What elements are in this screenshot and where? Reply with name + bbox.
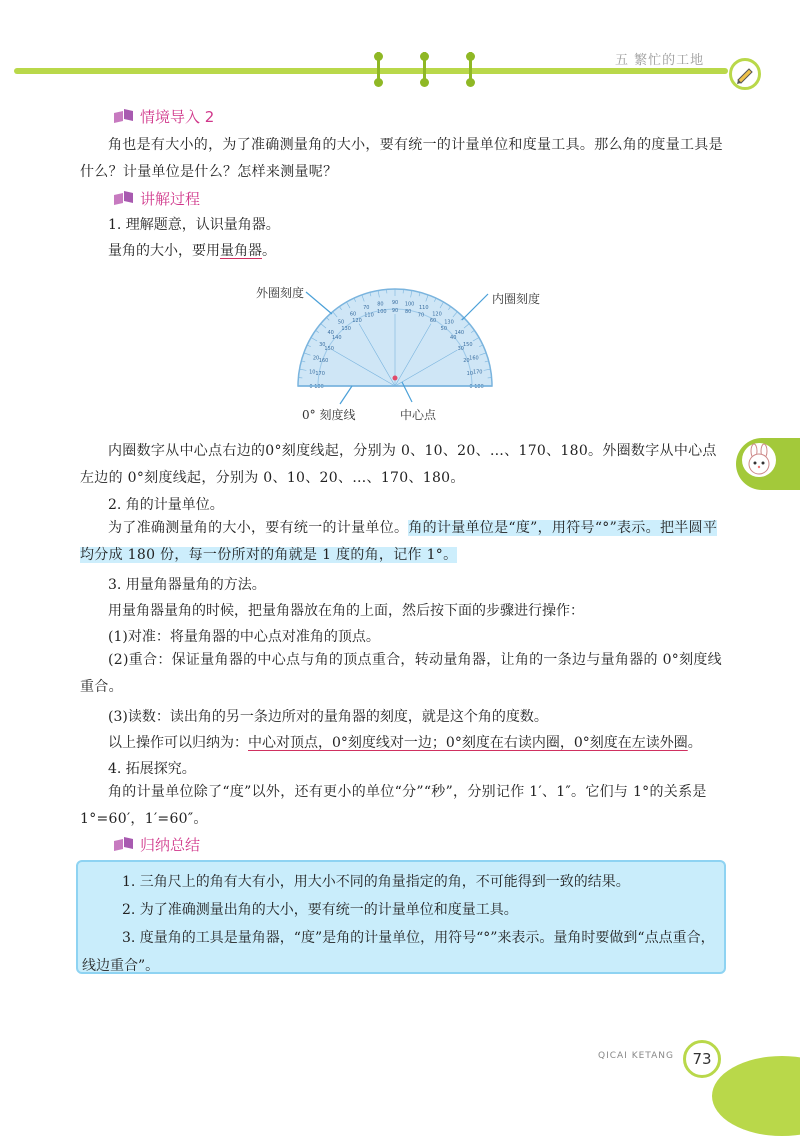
outer-scale-label: 120 (432, 311, 442, 317)
outer-scale-label: 20 (313, 355, 319, 361)
chapter-title: 五 繁忙的工地 (615, 49, 704, 68)
step3-read: (3)读数：读出角的另一条边所对的量角器的刻度，就是这个角的度数。 (108, 706, 548, 726)
outer-scale-label: 40 (327, 330, 333, 336)
inner-scale-label: 100 (377, 309, 387, 315)
inner-scale-label: 80 (405, 309, 411, 315)
book-icon (114, 192, 134, 205)
outer-scale-label: 140 (455, 330, 465, 336)
inner-scale-label: 170 (315, 371, 325, 377)
label-center-point: 中心点 (400, 406, 436, 423)
step3-align: (1)对准：将量角器的中心点对准角的顶点。 (108, 626, 380, 646)
outer-scale-label: 30 (319, 342, 325, 348)
book-icon (114, 110, 134, 123)
inner-scale-label: 90 (392, 308, 398, 314)
footer-brand: QICAI KETANG (598, 1051, 674, 1061)
inner-scale-label: 130 (341, 326, 351, 332)
scale-paragraph: 内圈数字从中心点右边的0°刻度线起，分别为 0、10、20、…、170、180。外圈数字从中心点左边的 0°刻度线起，分别为 0、10、20、…、170、180。 (80, 438, 725, 492)
inner-scale-label: 110 (364, 313, 374, 319)
label-zero-line: 0° 刻度线 (302, 406, 355, 423)
summary-item: 3. 度量角的工具是量角器，“度”是角的计量单位，用符号“°”来表示。量角时要做到“点点重合，线边重合”。 (82, 924, 718, 980)
inner-scale-label: 30 (458, 346, 464, 352)
outer-scale-label: 70 (363, 305, 369, 311)
step3-title: 3. 用量角器量角的方法。 (108, 574, 266, 594)
outer-scale-label: 160 (469, 355, 479, 361)
label-outer-scale: 外圈刻度 (256, 284, 304, 301)
inner-scale-label: 40 (450, 335, 456, 341)
step1-title: 1. 理解题意，认识量角器。 (108, 214, 280, 234)
inner-scale-label: 120 (352, 318, 362, 324)
outer-scale-label: 80 (377, 301, 383, 307)
corner-decoration (712, 1056, 800, 1136)
book-icon (114, 838, 134, 851)
bunny-icon (742, 443, 776, 477)
outer-scale-label: 170 (473, 369, 483, 375)
inner-scale-label: 10 (467, 371, 473, 377)
outer-scale-label: 60 (350, 311, 356, 317)
outer-scale-label: 150 (463, 342, 473, 348)
step3-summary: 以上操作可以归纳为：中心对顶点，0°刻度线对一边；0°刻度在右读内圈，0°刻度在左读外圈。 (108, 732, 702, 752)
step3-overlap: (2)重合：保证量角器的中心点与角的顶点重合，转动量角器，让角的一条边与量角器的 0°刻度线重合。 (80, 647, 725, 701)
outer-scale-label: 100 (405, 301, 415, 307)
step3-intro: 用量角器量角的时候，把量角器放在角的上面，然后按下面的步骤进行操作： (108, 600, 584, 620)
step2-title: 2. 角的计量单位。 (108, 494, 224, 514)
summary-item: 2. 为了准确测量出角的大小，要有统一的计量单位和度量工具。 (108, 896, 718, 924)
intro-paragraph: 角也是有大小的，为了准确测量角的大小，要有统一的计量单位和度量工具。那么角的度量工具是什么？计量单位是什么？怎样来测量呢？ (80, 132, 725, 186)
outer-scale-label: 180 (474, 384, 484, 390)
step4-paragraph: 角的计量单位除了“度”以外，还有更小的单位“分”“秒”，分别记作 1′、1″。它们与 1°的关系是1°=60′，1′=60″。 (80, 779, 725, 833)
outer-scale-label: 50 (338, 320, 344, 326)
outer-scale-label: 110 (419, 305, 429, 311)
outer-scale-label: 130 (444, 320, 454, 326)
label-inner-scale: 内圈刻度 (492, 290, 540, 307)
inner-scale-label: 50 (441, 326, 447, 332)
section-heading-intro: 情境导入 2 (114, 106, 214, 127)
outer-scale-label: 10 (309, 369, 315, 375)
section-heading-process: 讲解过程 (114, 188, 200, 209)
inner-scale-label: 0 (469, 384, 472, 390)
summary-box (76, 860, 726, 974)
outer-scale-label: 0 (309, 384, 312, 390)
inner-scale-label: 20 (463, 358, 469, 364)
section-heading-summary: 归纳总结 (114, 834, 200, 855)
header-pin-icon (466, 52, 474, 86)
header-pin-icon (374, 52, 382, 86)
inner-scale-label: 70 (418, 313, 424, 319)
summary-item: 1. 三角尺上的角有大有小，用大小不同的角量指定的角，不可能得到一致的结果。 (108, 868, 718, 896)
inner-scale-label: 140 (332, 335, 342, 341)
step2-paragraph: 为了准确测量角的大小，要有统一的计量单位。角的计量单位是“度”，用符号“°”表示。把半圆平均分成 180 份，每一份所对的角就是 1 度的角，记作 1°。 (80, 515, 725, 569)
header-rule (14, 68, 728, 74)
outer-scale-label: 90 (392, 300, 398, 306)
step1-text: 量角的大小，要用量角器。 (108, 240, 276, 260)
inner-scale-label: 150 (324, 346, 334, 352)
header-pin-icon (420, 52, 428, 86)
inner-scale-label: 180 (314, 384, 324, 390)
page-number: 73 (683, 1040, 721, 1078)
highlight-definition: 角的计量单位是“度”，用符号“°”表示。把半圆平均分成 180 份，每一份所对的角就是 1 度的角，记作 1°。 (80, 520, 717, 563)
inner-scale-label: 160 (319, 358, 329, 364)
pencil-badge-icon (729, 58, 761, 90)
step4-title: 4. 拓展探究。 (108, 758, 196, 778)
inner-scale-label: 60 (430, 318, 436, 324)
